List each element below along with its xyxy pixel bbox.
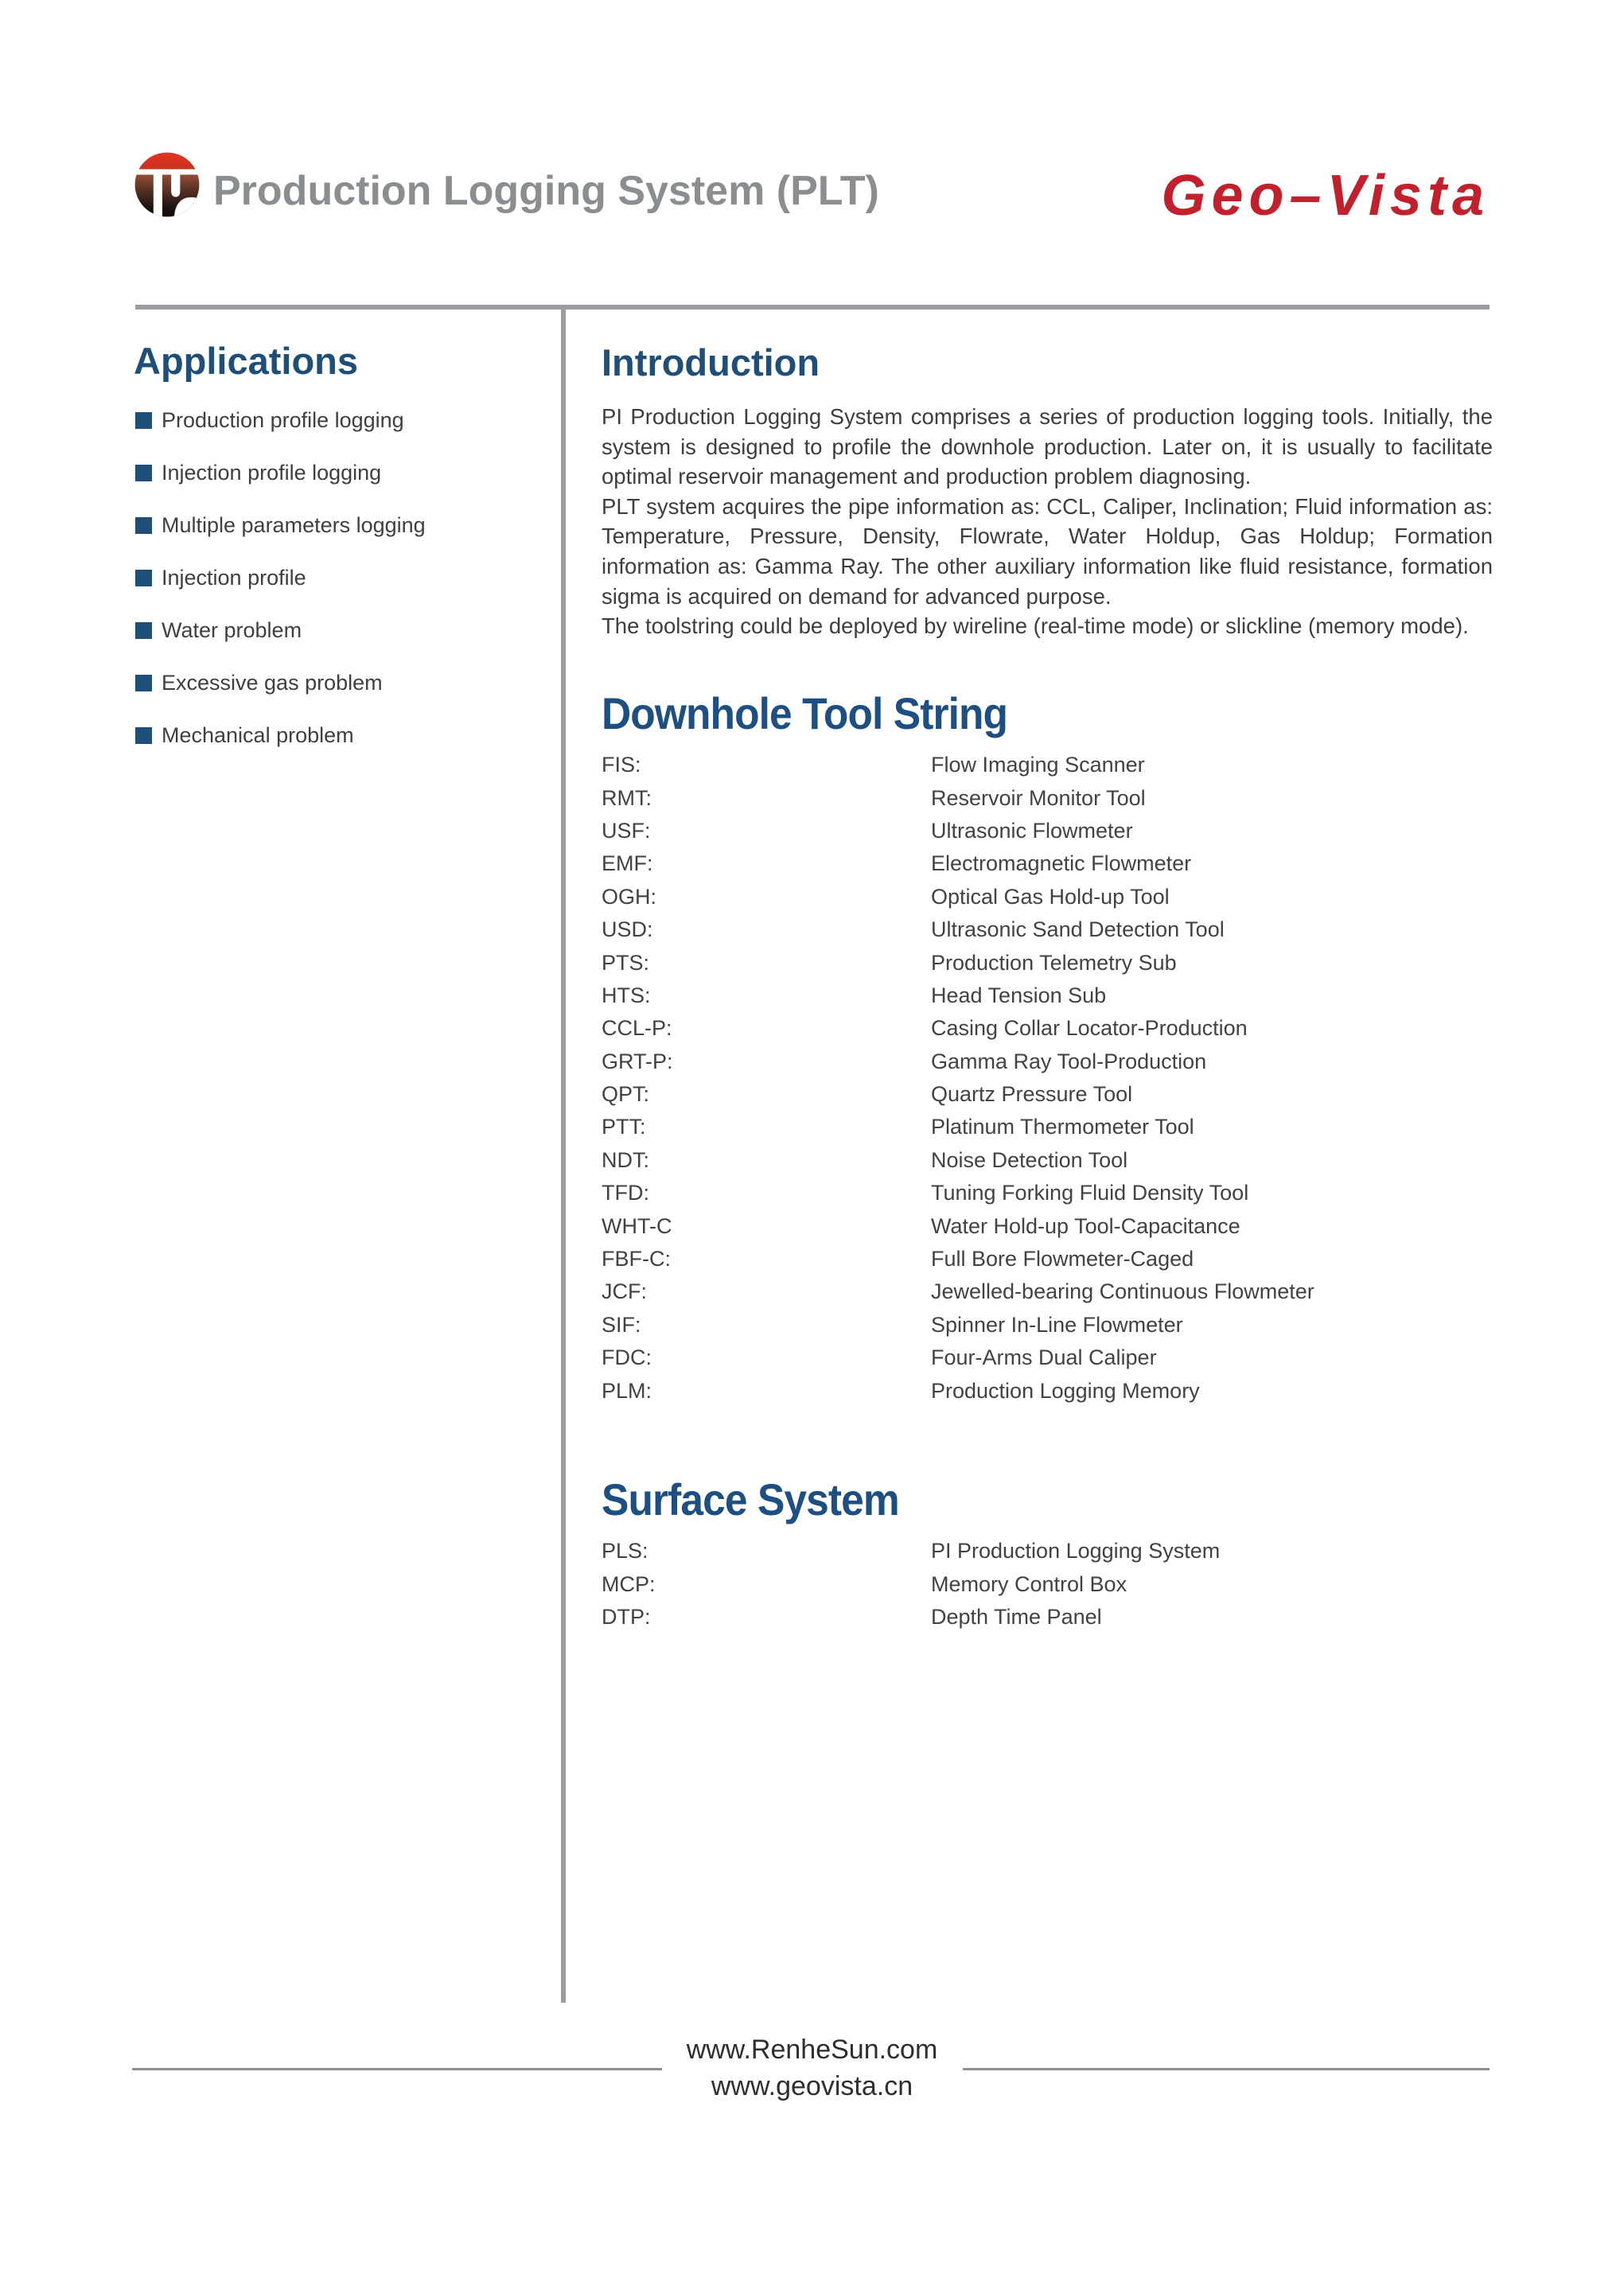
tool-abbr: FIS: [602,753,641,777]
table-row [602,815,1493,847]
applications-heading: Applications [134,340,359,382]
tool-name: Four-Arms Dual Caliper [931,1345,1157,1370]
table-row [602,1144,1493,1177]
tool-abbr: RMT: [602,785,652,810]
list-item-label: Multiple parameters logging [162,512,426,537]
surface-system-heading: Surface System [602,1474,899,1525]
table-row [602,1535,1493,1567]
tool-abbr: FDC: [602,1345,652,1370]
tool-name: Optical Gas Hold-up Tool [931,884,1170,909]
introduction-body [602,402,1493,641]
list-item-label: Excessive gas problem [162,670,383,695]
tool-name: Electromagnetic Flowmeter [931,851,1192,876]
tool-name: Head Tension Sub [931,983,1107,1007]
tool-abbr: USD: [602,917,653,942]
tu-monogram-icon [133,150,201,219]
tool-name: PI Production Logging System [931,1539,1221,1563]
list-item [135,619,549,641]
table-row [602,913,1493,946]
tool-abbr: EMF: [602,851,653,876]
table-row [602,1567,1493,1600]
surface-system-list [602,1535,1493,1634]
paragraph: The toolstring could be deployed by wireline (real-time mode) or slickline (memory mode). [602,613,1469,639]
tool-abbr: WHT-C [602,1213,672,1238]
footer-url-primary[interactable]: www.RenheSun.com [686,2035,938,2065]
tool-abbr: MCP: [602,1571,656,1596]
tool-name: Production Logging Memory [931,1378,1200,1403]
paragraph: PI Production Logging System comprises a series of production logging tools. Initially, the system is designed to profile the downhole production. Later on, it is usually to facilitate optimal reservoir management and production problem diagnosing. [602,404,1493,489]
tool-abbr: DTP: [602,1604,651,1629]
tool-abbr: SIF: [602,1312,641,1337]
downhole-tool-list [602,749,1493,1408]
list-item [135,567,549,589]
applications-list [135,409,549,777]
table-row [602,1341,1493,1374]
table-row [602,1243,1493,1275]
tool-name: Full Bore Flowmeter-Caged [931,1247,1194,1271]
list-item [135,409,549,431]
tool-abbr: PLM: [602,1378,652,1403]
tool-name: Jewelled-bearing Continuous Flowmeter [931,1279,1314,1304]
page-title: Production Logging System (PLT) [213,168,879,214]
square-bullet-icon [135,727,152,744]
table-row [602,847,1493,880]
table-row [602,1374,1493,1407]
table-row [602,1209,1493,1242]
tool-name: Depth Time Panel [931,1604,1102,1629]
tool-abbr: CCL-P: [602,1016,672,1041]
square-bullet-icon [135,412,152,429]
column-divider [561,305,566,2003]
tool-name: Flow Imaging Scanner [931,753,1145,777]
tool-name: Noise Detection Tool [931,1147,1128,1172]
table-row [602,1309,1493,1341]
brand-logo: Geo–Vista [1161,164,1490,228]
tool-abbr: GRT-P: [602,1049,673,1073]
tool-abbr: PTT: [602,1115,646,1139]
table-row [602,1177,1493,1209]
tool-name: Ultrasonic Sand Detection Tool [931,917,1225,942]
list-item-label: Mechanical problem [162,722,354,747]
tool-name: Memory Control Box [931,1571,1127,1596]
table-row [602,1601,1493,1634]
list-item-label: Injection profile [162,565,306,590]
table-row [602,979,1493,1012]
header-divider [135,305,1490,310]
table-row [602,749,1493,781]
tool-name: Ultrasonic Flowmeter [931,818,1133,843]
tool-name: Gamma Ray Tool-Production [931,1049,1207,1073]
tool-abbr: JCF: [602,1279,647,1304]
table-row [602,1275,1493,1308]
list-item [135,724,549,746]
list-item [135,514,549,536]
list-item-label: Production profile logging [162,407,404,432]
paragraph: PLT system acquires the pipe information as: CCL, Caliper, Inclination; Fluid information as: Temperature, Pressure, Density, Flowrate, Water Holdup, Gas Holdup; Formation information as: Gamma Ray. The other auxiliary information like fluid resistance, formation sigma is acquired on demand for advanced purpose. [602,493,1493,609]
tool-abbr: NDT: [602,1147,649,1172]
tool-name: Reservoir Monitor Tool [931,785,1146,810]
footer-url-secondary[interactable]: www.geovista.cn [711,2071,913,2101]
tool-abbr: PLS: [602,1539,648,1563]
table-row [602,881,1493,913]
list-item-label: Injection profile logging [162,460,382,485]
tool-abbr: PTS: [602,950,650,975]
downhole-tool-string-heading: Downhole Tool String [602,688,1008,738]
square-bullet-icon [135,675,152,691]
tool-name: Production Telemetry Sub [931,950,1177,975]
tool-abbr: USF: [602,818,651,843]
list-item-label: Water problem [162,617,302,642]
tool-abbr: FBF-C: [602,1247,671,1271]
square-bullet-icon [135,517,152,534]
tool-abbr: TFD: [602,1181,649,1205]
tool-name: Quartz Pressure Tool [931,1082,1133,1107]
tool-name: Casing Collar Locator-Production [931,1016,1248,1041]
tool-name: Platinum Thermometer Tool [931,1115,1194,1139]
tool-name: Spinner In-Line Flowmeter [931,1312,1183,1337]
tool-abbr: OGH: [602,884,657,909]
list-item [135,672,549,694]
table-row [602,781,1493,814]
square-bullet-icon [135,622,152,639]
list-item [135,461,549,484]
tool-name: Tuning Forking Fluid Density Tool [931,1181,1249,1205]
table-row [602,1111,1493,1143]
tool-abbr: HTS: [602,983,651,1007]
table-row [602,1078,1493,1111]
tool-name: Water Hold-up Tool-Capacitance [931,1213,1240,1238]
square-bullet-icon [135,465,152,481]
square-bullet-icon [135,570,152,586]
table-row [602,1012,1493,1045]
table-row [602,946,1493,979]
introduction-heading: Introduction [602,341,820,384]
table-row [602,1046,1493,1078]
tool-abbr: QPT: [602,1082,650,1107]
